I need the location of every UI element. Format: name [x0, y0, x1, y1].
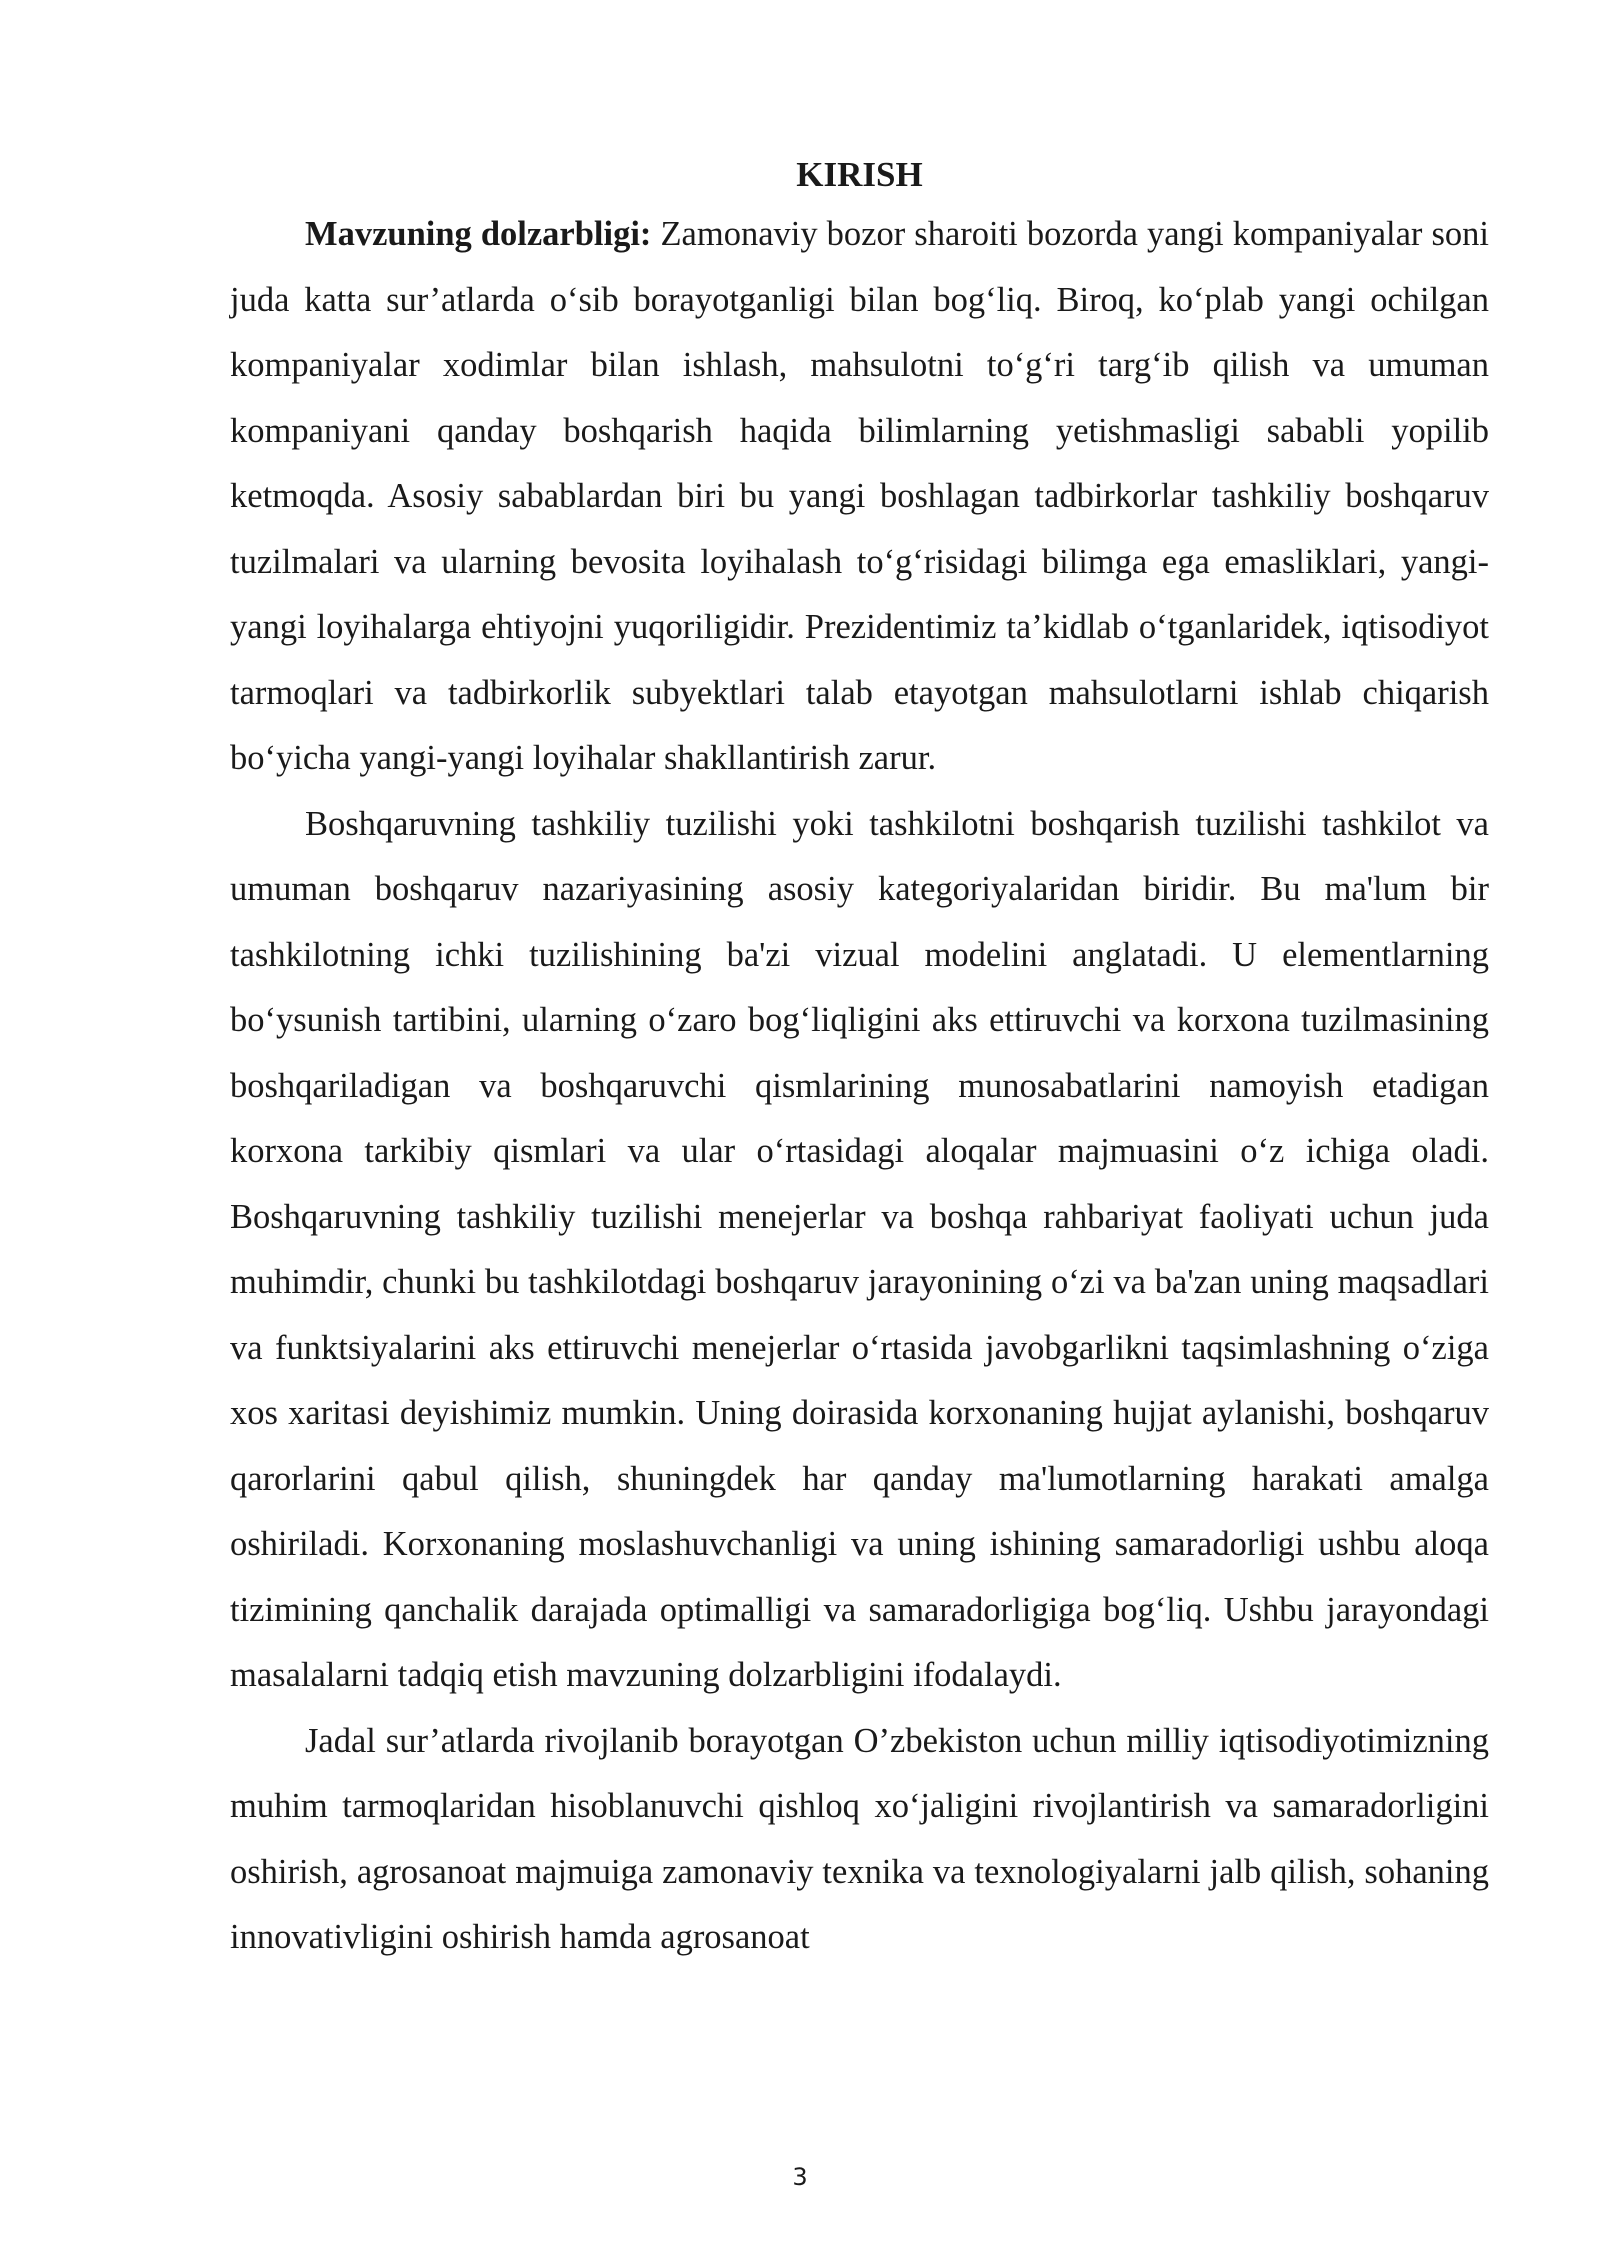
- page-number: 3: [792, 2163, 808, 2191]
- paragraph-lead: Mavzuning dolzarbligi:: [305, 215, 652, 253]
- paragraph-structure: [230, 792, 1489, 1709]
- paragraph-agriculture: [230, 1709, 1489, 1971]
- section-heading: KIRISH: [796, 155, 923, 194]
- paragraph-body: Zamonaviy bozor sharoiti bozorda yangi kompaniyalar soni juda katta sur’atlarda o‘sib borayotganligi bilan bog‘liq. Biroq, ko‘plab yangi ochilgan kompaniyalar xodimlar bilan ishlash, mahsulotni to‘g‘ri targ‘ib qilish va umuman kompaniyani qanday boshqarish haqida bilimlarning yetishmasligi sababli yopilib ketmoqda. Asosiy sabablardan biri bu yangi boshlagan tadbirkorlar tashkiliy boshqaruv tuzilmalari va ularning bevosita loyihalash to‘g‘risidagi bilimga ega emasliklari, yangi-yangi loyihalarga ehtiyojni yuqoriligidir. Prezidentimiz ta’kidlab o‘tganlaridek, iqtisodiyot tarmoqlari va tadbirkorlik subyektlari talab etayotgan mahsulotlarni ishlab chiqarish bo‘yicha yangi-yangi loyihalar shakllantirish zarur.: [230, 215, 1489, 777]
- paragraph-body: Jadal sur’atlarda rivojlanib borayotgan O’zbekiston uchun milliy iqtisodiyotimizning muhim tarmoqlaridan hisoblanuvchi qishloq xo‘jaligini rivojlantirish va samaradorligini oshirish, agrosanoat majmuiga zamonaviy texnika va texnologiyalarni jalb qilish, sohaning innovativligini oshirish hamda agrosanoat: [230, 1721, 1489, 1956]
- page-content: [230, 148, 1489, 1971]
- paragraph-body: Boshqaruvning tashkiliy tuzilishi yoki tashkilotni boshqarish tuzilishi tashkilot va umuman boshqaruv nazariyasining asosiy kategoriyalaridan biridir. Bu ma'lum bir tashkilotning ichki tuzilishining ba'zi vizual modelini anglatadi. U elementlarning bo‘ysunish tartibini, ularning o‘zaro bog‘liqligini aks ettiruvchi va korxona tuzilmasining boshqariladigan va boshqaruvchi qismlarining munosabatlarini namoyish etadigan korxona tarkibiy qismlari va ular o‘rtasidagi aloqalar majmuasini o‘z ichiga oladi. Boshqaruvning tashkiliy tuzilishi menejerlar va boshqa rahbariyat faoliyati uchun juda muhimdir, chunki bu tashkilotdagi boshqaruv jarayonining o‘zi va ba'zan uning maqsadlari va funktsiyalarini aks ettiruvchi menejerlar o‘rtasida javobgarlikni taqsimlashning o‘ziga xos xaritasi deyishimiz mumkin. Uning doirasida korxonaning hujjat aylanishi, boshqaruv qarorlarini qabul qilish, shuningdek har qanday ma'lumotlarning harakati amalga oshiriladi. Korxonaning moslashuvchanligi va uning ishining samaradorligi ushbu aloqa tizimining qanchalik darajada optimalligi va samaradorligiga bog‘liq. Ushbu jarayondagi masalalarni tadqiq etish mavzuning dolzarbligini ifodalaydi.: [230, 804, 1489, 1694]
- paragraph-relevance: [230, 202, 1489, 792]
